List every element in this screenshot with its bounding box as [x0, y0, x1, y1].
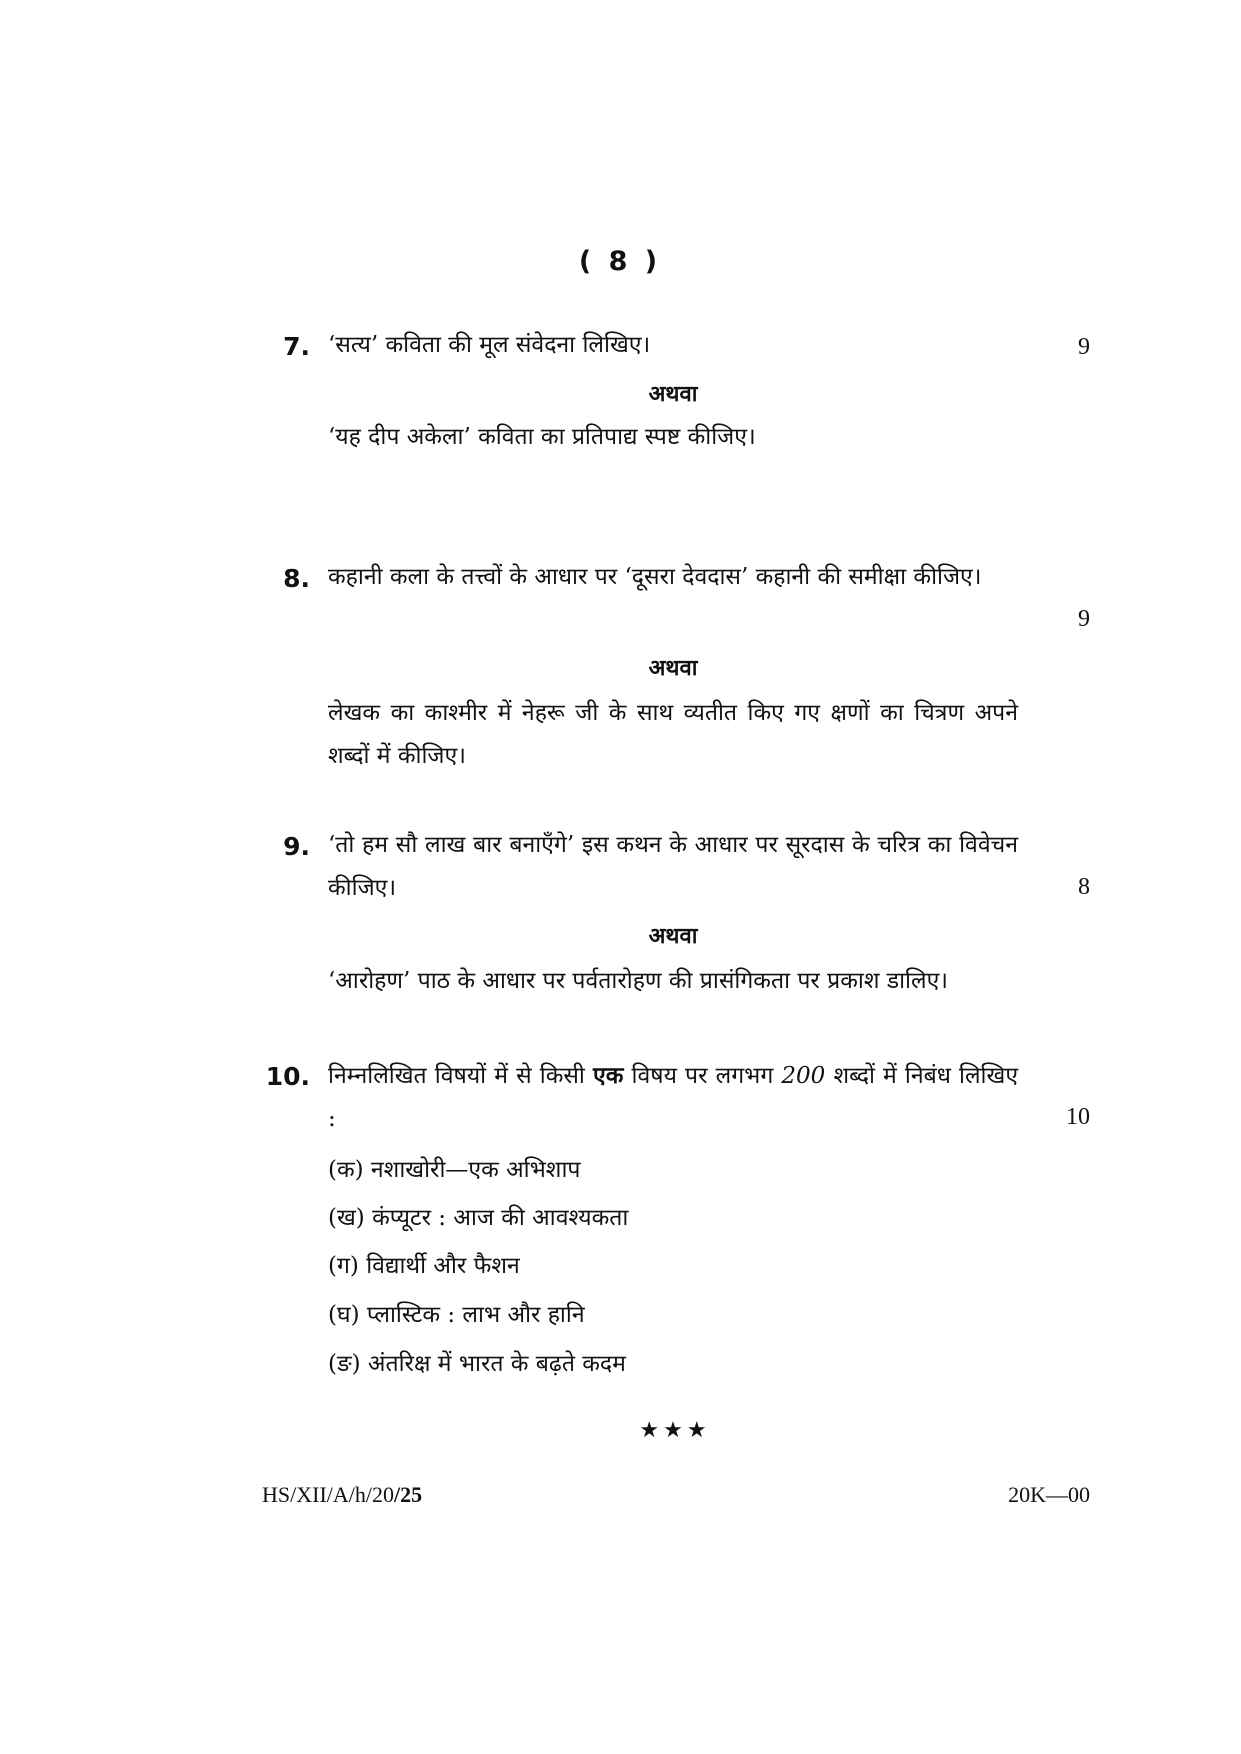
- end-of-paper-stars: ★★★: [639, 1418, 711, 1443]
- text-part: विषय पर लगभग: [631, 1063, 774, 1089]
- paper-code-suffix: /25: [394, 1482, 423, 1507]
- or-label: अथवा: [648, 655, 698, 681]
- alternative-question: ‘यह दीप अकेला’ कविता का प्रतिपाद्य स्पष्ट कीजिए।: [328, 424, 756, 450]
- essay-option: (ख) कंप्यूटर : आज की आवश्यकता: [328, 1205, 629, 1231]
- question-text: ‘सत्य’ कविता की मूल संवेदना लिखिए।: [328, 332, 651, 358]
- paper-code: [262, 1482, 422, 1508]
- alternative-question: ‘आरोहण’ पाठ के आधार पर पर्वतारोहण की प्रासंगिकता पर प्रकाश डालिए।: [328, 968, 949, 994]
- essay-option: (ङ) अंतरिक्ष में भारत के बढ़ते कदम: [328, 1351, 626, 1377]
- essay-option: (क) नशाखोरी—एक अभिशाप: [328, 1157, 581, 1183]
- question-marks: 9: [1078, 606, 1090, 632]
- page-number: ( 8 ): [578, 246, 662, 277]
- question-text: कहानी कला के तत्त्वों के आधार पर ‘दूसरा देवदास’ कहानी की समीक्षा कीजिए।: [328, 564, 982, 590]
- question-number: 10.: [265, 1062, 310, 1091]
- question-marks: 8: [1078, 874, 1090, 900]
- question-number: 9.: [283, 832, 310, 861]
- or-label: अथवा: [648, 381, 698, 407]
- question-marks: 10: [1066, 1104, 1090, 1130]
- alternative-question: लेखक का काश्मीर में नेहरू जी के साथ व्यतीत किए गए क्षणों का चित्रण अपने शब्दों में कीजिए।: [328, 700, 1018, 769]
- text-part: शब्दों में निबंध लिखिए :: [328, 1063, 1019, 1132]
- essay-option: (ग) विद्यार्थी और फैशन: [328, 1253, 520, 1279]
- question-text: ‘तो हम सौ लाख बार बनाएँगे’ इस कथन के आधार पर सूरदास के चरित्र का विवेचन कीजिए।: [328, 832, 1018, 901]
- emphasis-text: एक: [593, 1062, 624, 1089]
- question-number: 7.: [283, 332, 310, 361]
- essay-option: (घ) प्लास्टिक : लाभ और हानि: [328, 1302, 585, 1328]
- print-code: 20K—00: [1008, 1482, 1090, 1507]
- paper-code-prefix: HS/XII/A/h/20: [262, 1482, 394, 1507]
- word-count: 200: [781, 1063, 826, 1089]
- text-part: निम्नलिखित विषयों में से किसी: [328, 1063, 585, 1089]
- question-text: [328, 1054, 1018, 1141]
- or-label: अथवा: [648, 923, 698, 949]
- question-marks: 9: [1078, 334, 1090, 360]
- question-number: 8.: [283, 564, 310, 593]
